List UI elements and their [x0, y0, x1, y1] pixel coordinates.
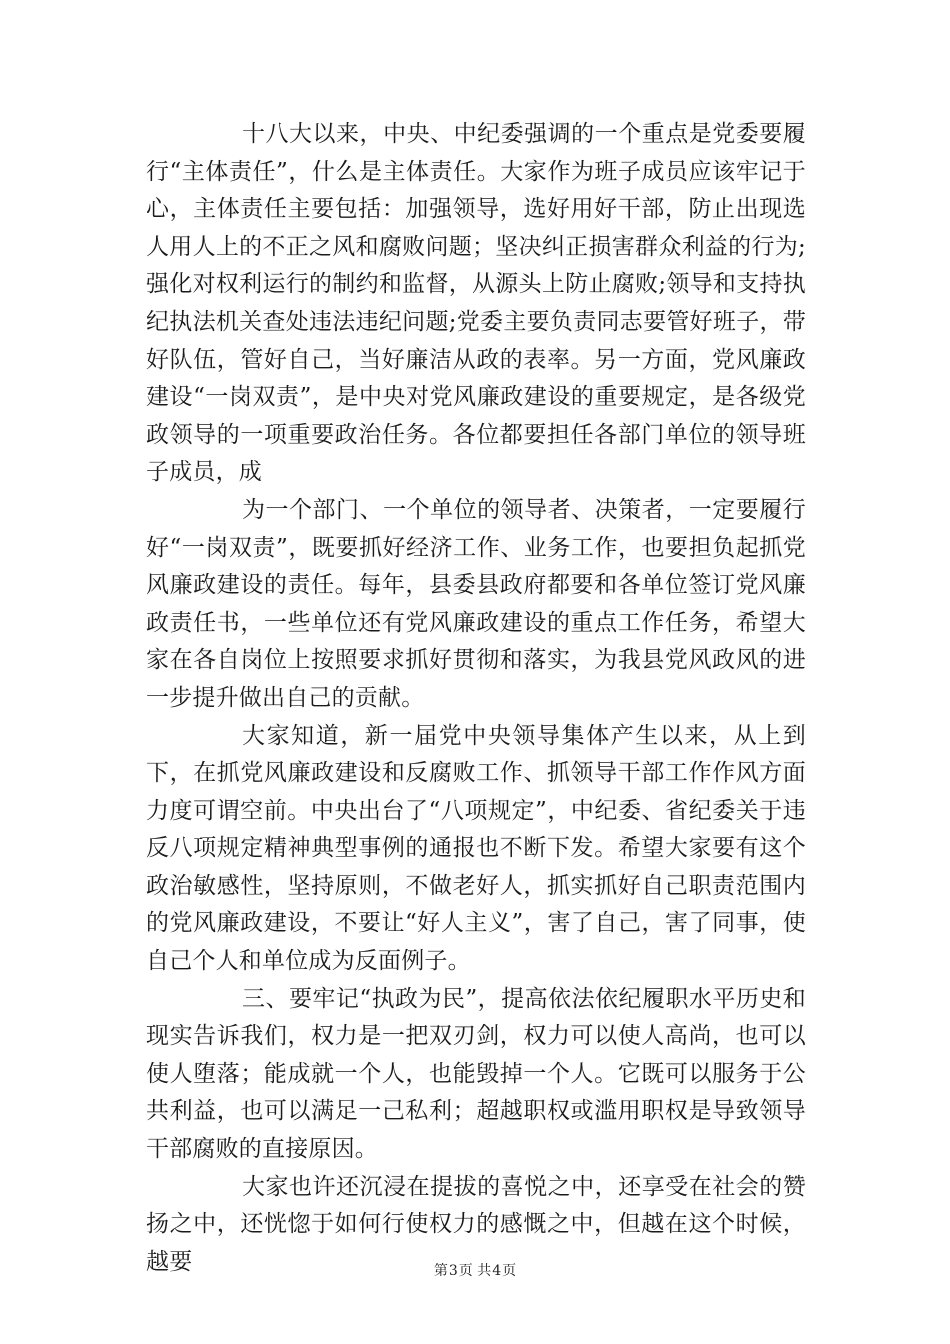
footer-total-pages: 4	[492, 1263, 502, 1279]
footer-prefix: 第	[433, 1263, 448, 1279]
paragraph-2: 为一个部门、一个单位的领导者、决策者，一定要履行好“一岗双责”，既要抓好经济工作、业务工作，也要担负起抓党风廉政建设的责任。每年，县委县政府都要和各单位签订党风廉政责任书，一些单位还有党风廉政建设的重点工作任务，希望大家在各自岗位上按照要求抓好贯彻和落实，为我县党风政风的进一步提升做出自己的贡献。	[146, 496, 806, 711]
footer-page-number: 3	[448, 1263, 458, 1279]
paragraph-3: 大家知道，新一届党中央领导集体产生以来，从上到下，在抓党风廉政建设和反腐败工作、抓领导干部工作作风方面力度可谓空前。中央出台了“八项规定”，中纪委、省纪委关于违反八项规定精神典型事例的通报也不断下发。希望大家要有这个政治敏感性，坚持原则，不做老好人，抓实抓好自己职责范围内的党风廉政建设，不要让“好人主义”，害了自己，害了同事，使自己个人和单位成为反面例子。	[146, 722, 806, 975]
paragraph-5: 大家也许还沉浸在提拔的喜悦之中，还享受在社会的赞扬之中，还恍惚于如何行使权力的感慨之中，但越在这个时候，越要	[146, 1173, 806, 1275]
footer-middle: 页 共	[458, 1263, 492, 1279]
paragraph-1: 十八大以来，中央、中纪委强调的一个重点是党委要履行“主体责任”，什么是主体责任。大家作为班子成员应该牢记于心，主体责任主要包括：加强领导，选好用好干部，防止出现选人用人上的不正之风和腐败问题；坚决纠正损害群众利益的行为;强化对权利运行的制约和监督，从源头上防止腐败;领导和支持执纪执法机关查处违法违纪问题;党委主要负责同志要管好班子，带好队伍，管好自己，当好廉洁从政的表率。另一方面，党风廉政建设“一岗双责”，是中央对党风廉政建设的重要规定，是各级党政领导的一项重要政治任务。各位都要担任各部门单位的领导班子成员，成	[146, 121, 806, 486]
document-body	[146, 116, 806, 1281]
footer-suffix: 页	[502, 1263, 517, 1279]
page-footer	[0, 1262, 950, 1280]
paragraph-4: 三、要牢记“执政为民”，提高依法依纪履职水平历史和现实告诉我们，权力是一把双刃剑，权力可以使人高尚，也可以使人堕落；能成就一个人，也能毁掉一个人。它既可以服务于公共利益，也可以满足一己私利；超越职权或滥用职权是导致领导干部腐败的直接原因。	[146, 985, 806, 1163]
